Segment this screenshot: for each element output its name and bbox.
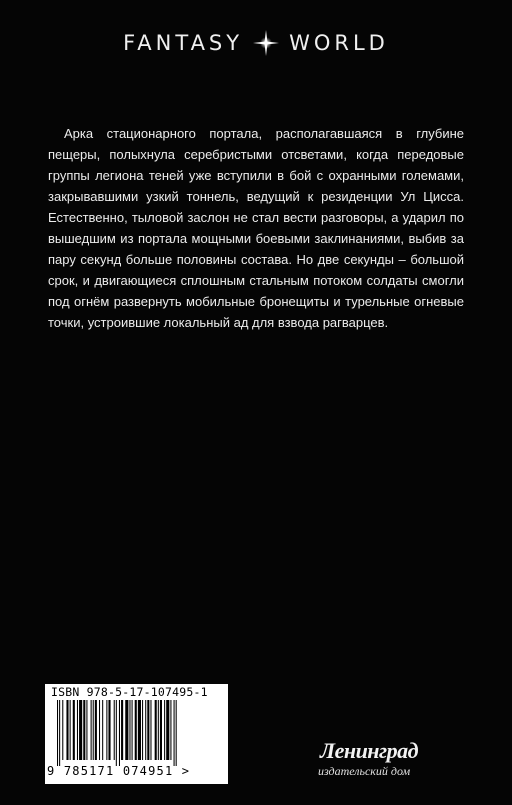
barcode-bar [132, 700, 133, 760]
barcode-bar [158, 700, 159, 760]
barcode-bar [59, 700, 60, 766]
series-word-fantasy: FANTASY [123, 31, 244, 55]
barcode-digits: 9 785171 074951 > [47, 764, 191, 778]
barcode-bar [66, 700, 68, 760]
barcode-bar [99, 700, 100, 760]
barcode-bar [145, 700, 146, 760]
four-point-star-icon [253, 30, 279, 56]
barcode-bar [116, 700, 117, 766]
barcode-bar [91, 700, 92, 760]
barcode-bar [147, 700, 149, 760]
barcode-bar [79, 700, 82, 760]
barcode-bar [166, 700, 169, 760]
barcode-bar [70, 700, 71, 760]
barcode-bar [155, 700, 157, 760]
barcode-bar [106, 700, 107, 760]
barcode-bar [93, 700, 94, 760]
barcode-bar [57, 700, 58, 766]
publisher-name: Ленинград [320, 738, 419, 763]
barcode-bar [77, 700, 78, 760]
barcode-bar [119, 700, 120, 766]
book-blurb: Арка стационарного портала, располагавшаяся в глубине пещеры, полыхнула серебристыми отсветами, когда передовые группы легиона теней уже вступили в бой с охранными големами, закрывавшими узкий тоннель, ведущий к резиденции Ул Цисса. Естественно, тыловой заслон не стал вести разговоры, а ударил по вышедшим из портала мощными боевыми заклинаниями, выбив за пару секунд больше половины состава. Но две секунды – большой срок, и двигающиеся сплошным стальным потоком солдаты смогли под огнём развернуть мобильные бронещиты и турельные огневые точки, устроившие локальный ад для взвода рагварцев. [48, 126, 464, 330]
series-logo [0, 30, 512, 56]
barcode-bar [138, 700, 141, 760]
barcode-bar [95, 700, 97, 760]
barcode-bar [108, 700, 110, 760]
barcode-bar [135, 700, 137, 760]
series-word-world: WORLD [289, 31, 389, 55]
barcode-bar [164, 700, 165, 760]
barcode-bars [55, 700, 215, 766]
isbn-label: ISBN 978-5-17-107495-1 [51, 685, 208, 699]
barcode-bar [150, 700, 151, 760]
barcode-bar [86, 700, 87, 760]
barcode-bar [160, 700, 162, 760]
barcode-bar [174, 700, 175, 766]
isbn-barcode [45, 684, 228, 784]
barcode-bar [176, 700, 177, 766]
barcode-bar [170, 700, 171, 760]
barcode-bar [83, 700, 85, 760]
publisher-logo [312, 738, 462, 788]
barcode-bar [121, 700, 123, 760]
barcode-bar [129, 700, 130, 760]
barcode-bar [114, 700, 115, 760]
barcode-bar [142, 700, 143, 760]
barcode-bar [125, 700, 128, 760]
barcode-bar [102, 700, 103, 760]
barcode-bar [62, 700, 63, 760]
publisher-subtitle: издательский дом [318, 764, 411, 778]
barcode-bar [73, 700, 75, 760]
